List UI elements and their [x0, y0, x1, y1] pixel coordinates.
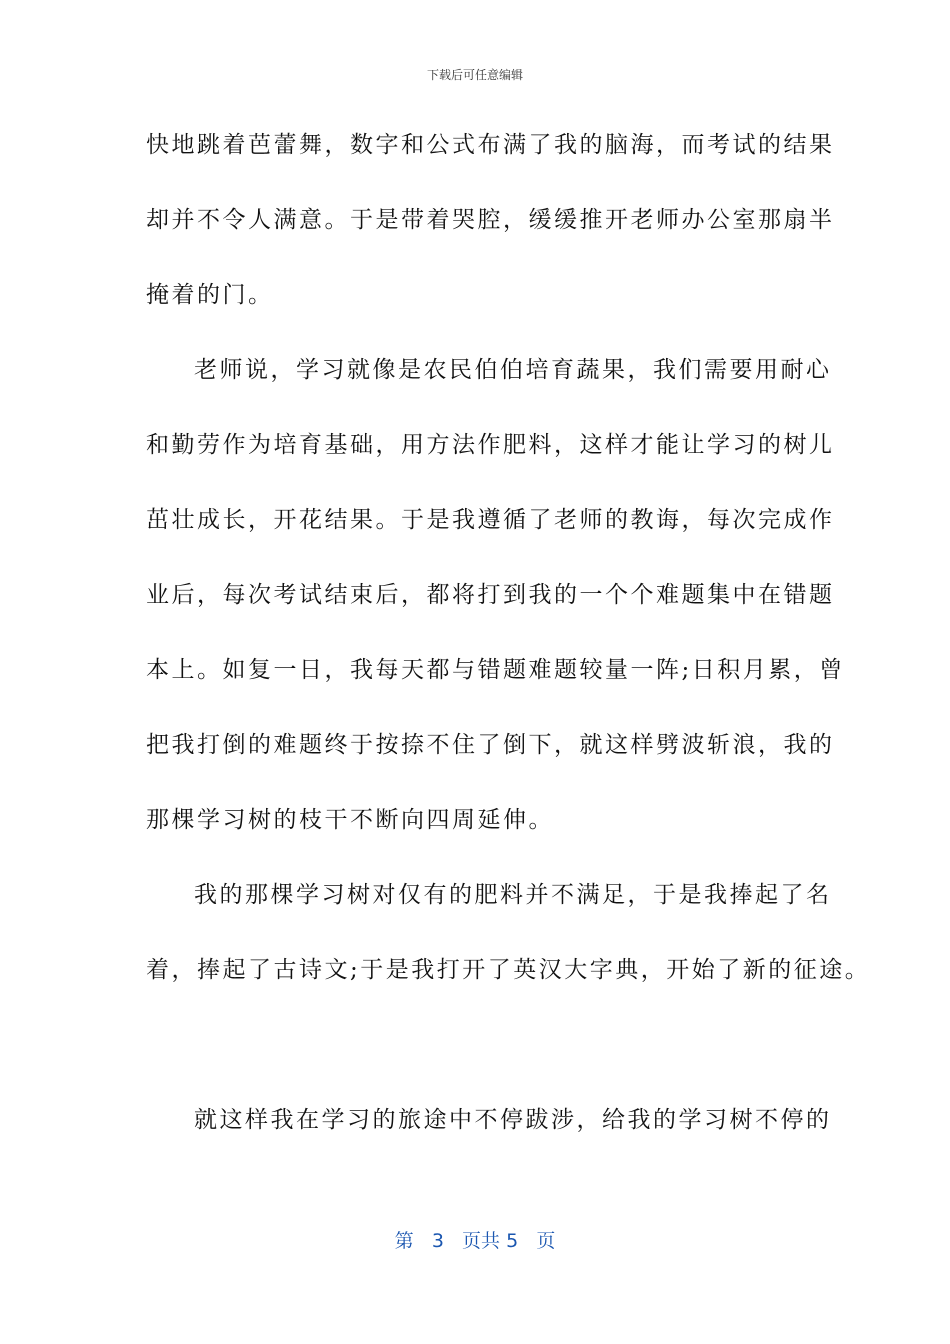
text-line-8: 本上。如复一日，我每天都与错题难题较量一阵;日积月累，曾 — [146, 657, 845, 683]
text-line-11: 我的那棵学习树对仅有的肥料并不满足，于是我捧起了名 — [194, 882, 832, 908]
text-line-2: 却并不令人满意。于是带着哭腔，缓缓推开老师办公室那扇半 — [146, 207, 835, 233]
footer-label-end: 页 — [536, 1230, 556, 1252]
text-line-13: 就这样我在学习的旅途中不停跋涉，给我的学习树不停的 — [194, 1107, 832, 1133]
text-line-3: 掩着的门。 — [146, 282, 274, 308]
text-line-7: 业后，每次考试结束后，都将打到我的一个个难题集中在错题 — [146, 582, 835, 608]
footer-current-page: 3 — [431, 1230, 444, 1252]
footer-label-page: 第 — [394, 1230, 414, 1252]
text-line-12: 着，捧起了古诗文;于是我打开了英汉大字典，开始了新的征途。 — [146, 957, 871, 983]
page-footer — [0, 1226, 950, 1253]
text-line-4: 老师说，学习就像是农民伯伯培育蔬果，我们需要用耐心 — [194, 357, 832, 383]
text-line-9: 把我打倒的难题终于按捺不住了倒下，就这样劈波斩浪，我的 — [146, 732, 835, 758]
text-line-5: 和勤劳作为培育基础，用方法作肥料，这样才能让学习的树儿 — [146, 432, 835, 458]
text-line-6: 茁壮成长，开花结果。于是我遵循了老师的教诲，每次完成作 — [146, 507, 835, 533]
footer-total-pages: 5 — [506, 1230, 519, 1252]
footer-label-of: 页共 — [462, 1230, 501, 1252]
page-header-note: 下载后可任意编辑 — [426, 68, 523, 82]
text-line-10: 那棵学习树的枝干不断向四周延伸。 — [146, 807, 554, 833]
text-line-1: 快地跳着芭蕾舞，数字和公式布满了我的脑海，而考试的结果 — [146, 132, 835, 158]
